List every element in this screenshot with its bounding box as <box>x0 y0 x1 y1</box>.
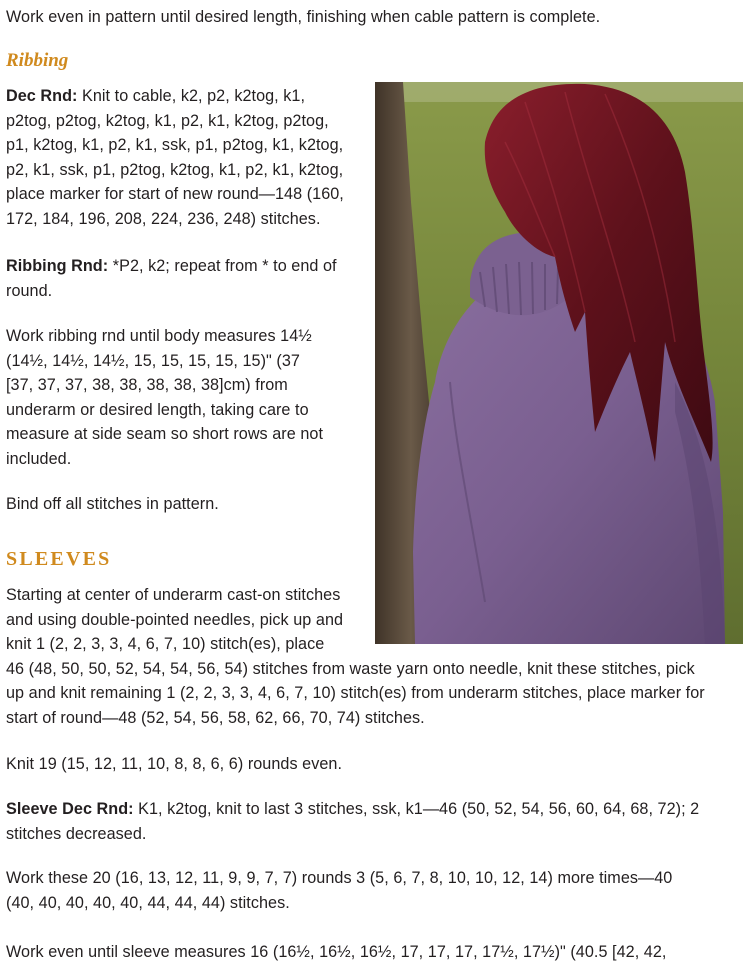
ribbing-heading: Ribbing <box>6 50 69 71</box>
ribbing-rnd-label: Ribbing Rnd: <box>6 257 109 275</box>
sleeve-dec-paragraph <box>6 797 746 846</box>
sleeve-dec-text-1: K1, k2tog, knit to last 3 stitches, ssk, k1—46 (50, 52, 54, 56, 60, 64, 68, 72); 2 <box>133 800 700 818</box>
ribbing-rnd-paragraph <box>6 254 368 303</box>
sleeves-intro-line-3: knit 1 (2, 2, 3, 3, 4, 6, 7, 10) stitch(es), place <box>6 635 325 653</box>
work-ribbing-line-2: (14½, 14½, 14½, 15, 15, 15, 15, 15)" (37 <box>6 351 300 370</box>
dec-rnd-line-3: p1, k2tog, k1, p2, k1, ssk, p1, p2tog, k1, k2tog, <box>6 136 344 154</box>
sleeve-dec-line-2: stitches decreased. <box>6 824 147 843</box>
work-these-line-2: (40, 40, 40, 40, 40, 44, 44, 44) stitches. <box>6 893 290 912</box>
sweater-photo <box>375 82 743 644</box>
sleeves-heading: SLEEVES <box>6 548 112 570</box>
work-even-sleeve-paragraph: Work even until sleeve measures 16 (16½, 16½, 16½, 17, 17, 17, 17½, 17½)" (40.5 [42, 42, <box>6 943 667 961</box>
work-ribbing-line-5: measure at side seam so short rows are not <box>6 425 323 443</box>
work-these-paragraph <box>6 866 746 915</box>
sleeves-intro-line-4: 46 (48, 50, 50, 52, 54, 54, 56, 54) stitches from waste yarn onto needle, knit these stitches, pick <box>6 659 695 678</box>
dec-rnd-text-1: Knit to cable, k2, p2, k2tog, k1, <box>77 87 306 105</box>
work-ribbing-line-4: underarm or desired length, taking care to <box>6 400 309 419</box>
work-ribbing-line-1: Work ribbing rnd until body measures 14½ <box>6 327 312 345</box>
sleeves-intro-line-1: Starting at center of underarm cast-on stitches <box>6 586 341 604</box>
sleeves-intro-line-6: start of round—48 (52, 54, 56, 58, 62, 66, 70, 74) stitches. <box>6 708 425 727</box>
intro-paragraph <box>6 5 746 30</box>
work-ribbing-line-3: [37, 37, 37, 38, 38, 38, 38, 38]cm) from <box>6 376 288 394</box>
dec-rnd-line-6: 172, 184, 196, 208, 224, 236, 248) stitches. <box>6 209 321 228</box>
dec-rnd-line-4: p2, k1, ssk, p1, p2tog, k2tog, k1, p2, k1, k2tog, <box>6 160 344 179</box>
dec-rnd-paragraph <box>6 84 368 231</box>
sleeve-dec-label: Sleeve Dec Rnd: <box>6 800 134 818</box>
intro-text: Work even in pattern until desired length, finishing when cable pattern is complete. <box>6 8 601 26</box>
ribbing-rnd-line-1 <box>6 254 368 279</box>
work-ribbing-paragraph <box>6 324 368 471</box>
knit-even-paragraph: Knit 19 (15, 12, 11, 10, 8, 8, 6, 6) rounds even. <box>6 755 343 773</box>
work-ribbing-line-6: included. <box>6 449 72 468</box>
ribbing-rnd-text-1: *P2, k2; repeat from * to end of <box>108 257 337 275</box>
dec-rnd-label: Dec Rnd: <box>6 87 78 105</box>
bind-off-paragraph: Bind off all stitches in pattern. <box>6 495 219 513</box>
sweater-illustration <box>375 82 743 644</box>
sleeves-intro-line-5: up and knit remaining 1 (2, 2, 3, 3, 4, 6, 7, 10) stitch(es) from underarm stitches, place marker for <box>6 684 705 702</box>
dec-rnd-line-2: p2tog, p2tog, k2tog, k1, p2, k1, k2tog, p2tog, <box>6 111 329 130</box>
ribbing-rnd-line-2: round. <box>6 281 53 300</box>
work-these-line-1: Work these 20 (16, 13, 12, 11, 9, 9, 7, 7) rounds 3 (5, 6, 7, 8, 10, 10, 12, 14) more times—40 <box>6 869 673 887</box>
dec-rnd-line-5: place marker for start of new round—148 (160, <box>6 185 344 203</box>
dec-rnd-line-1 <box>6 84 368 109</box>
sleeve-dec-line-1 <box>6 797 746 822</box>
sleeves-intro-line-2: and using double-pointed needles, pick up and <box>6 610 344 629</box>
